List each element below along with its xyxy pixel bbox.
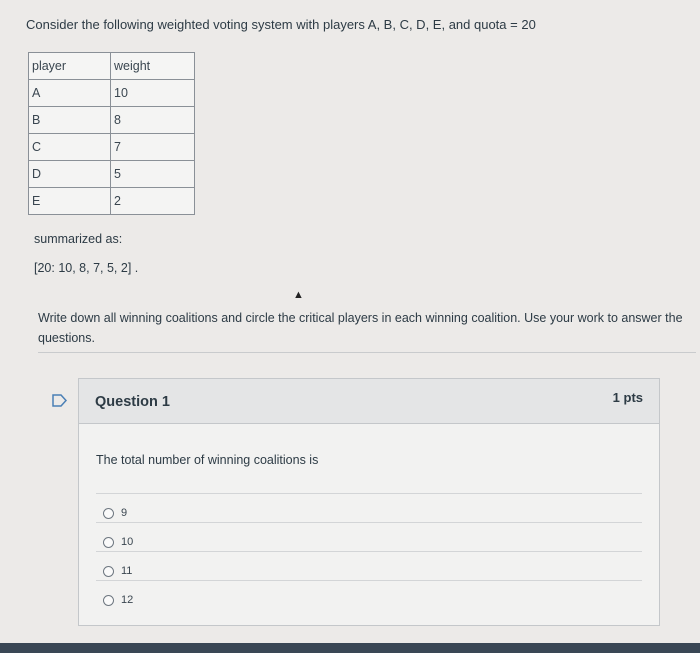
flag-question-icon[interactable]: [52, 394, 67, 407]
mouse-cursor-icon: ▲: [293, 289, 304, 301]
answer-divider: [96, 551, 642, 552]
table-row: [29, 80, 195, 107]
weight-cell: 8: [111, 107, 195, 134]
table-row: [29, 107, 195, 134]
answer-option-12[interactable]: [103, 594, 133, 606]
intro-text: Consider the following weighted voting system with players A, B, C, D, E, and quota = 20: [26, 17, 536, 32]
question-title: Question 1: [95, 394, 170, 410]
answer-label: 11: [121, 565, 133, 577]
summary-value: [20: 10, 8, 7, 5, 2] .: [34, 261, 139, 275]
table-row: [29, 161, 195, 188]
question-text: The total number of winning coalitions is: [96, 453, 319, 467]
weight-cell: 10: [111, 80, 195, 107]
divider: [38, 352, 696, 353]
answer-option-9[interactable]: [103, 507, 127, 519]
radio-button[interactable]: [103, 508, 114, 519]
weight-cell: 7: [111, 134, 195, 161]
player-cell: A: [29, 80, 111, 107]
table-header-row: [29, 53, 195, 80]
table-row: [29, 188, 195, 215]
question-panel: [78, 378, 660, 626]
player-cell: C: [29, 134, 111, 161]
table-row: [29, 134, 195, 161]
answer-label: 12: [121, 594, 134, 606]
bottom-bar: [0, 643, 700, 653]
radio-button[interactable]: [103, 595, 114, 606]
instruction-text: Write down all winning coalitions and circle the critical players in each winning coalition. Use your work to answer the questions.: [38, 311, 683, 345]
answer-option-10[interactable]: [103, 536, 133, 548]
weights-table: [28, 52, 195, 215]
radio-button[interactable]: [103, 537, 114, 548]
answer-label: 10: [121, 536, 134, 548]
radio-button[interactable]: [103, 566, 114, 577]
summary-label: summarized as:: [34, 232, 123, 246]
answer-option-11[interactable]: [103, 565, 132, 577]
answer-divider: [96, 493, 642, 494]
player-cell: E: [29, 188, 111, 215]
question-points: 1 pts: [612, 390, 643, 405]
weight-cell: 2: [111, 188, 195, 215]
answer-divider: [96, 580, 642, 581]
question-header: [79, 379, 659, 424]
player-cell: D: [29, 161, 111, 188]
header-weight: weight: [111, 53, 195, 80]
player-cell: B: [29, 107, 111, 134]
weight-cell: 5: [111, 161, 195, 188]
answer-divider: [96, 522, 642, 523]
answer-label: 9: [121, 507, 128, 519]
header-player: player: [29, 53, 111, 80]
